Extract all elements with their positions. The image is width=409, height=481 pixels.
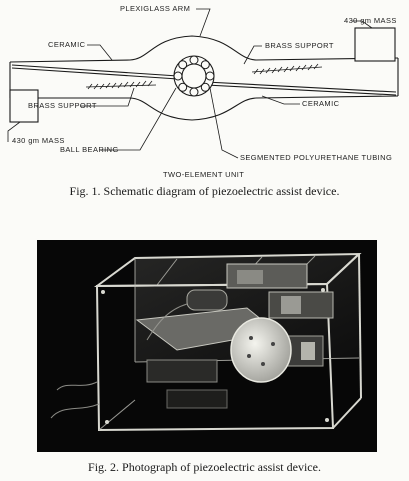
brass-support-right [252,64,322,74]
figure-1 [0,0,409,200]
mass-top [355,28,395,61]
label-mass-top: 430 gm MASS [344,16,397,25]
label-segmented-tubing: SEGMENTED POLYURETHANE TUBING [240,153,393,162]
label-plexiglass-arm: PLEXIGLASS ARM [120,4,191,13]
label-ceramic-top: CERAMIC [48,40,86,49]
label-ceramic-bottom: CERAMIC [302,99,340,108]
figure-2-caption: Fig. 2. Photograph of piezoelectric assist device. [88,460,321,474]
figure-1-subtitle: TWO-ELEMENT UNIT [163,170,245,179]
figure-2-photograph [37,240,377,452]
device-photo-illustration [37,240,377,452]
figure-1-caption: Fig. 1. Schematic diagram of piezoelectric assist device. [69,184,340,198]
label-ball-bearing: BALL BEARING [60,145,119,154]
label-brass-support-top: BRASS SUPPORT [265,41,334,50]
ceramic-strip-upper [12,65,178,76]
label-brass-support-bottom: BRASS SUPPORT [28,101,97,110]
brass-support-left [86,81,156,89]
label-mass-bottom: 430 gm MASS [12,136,65,145]
hub-disc [231,318,291,382]
